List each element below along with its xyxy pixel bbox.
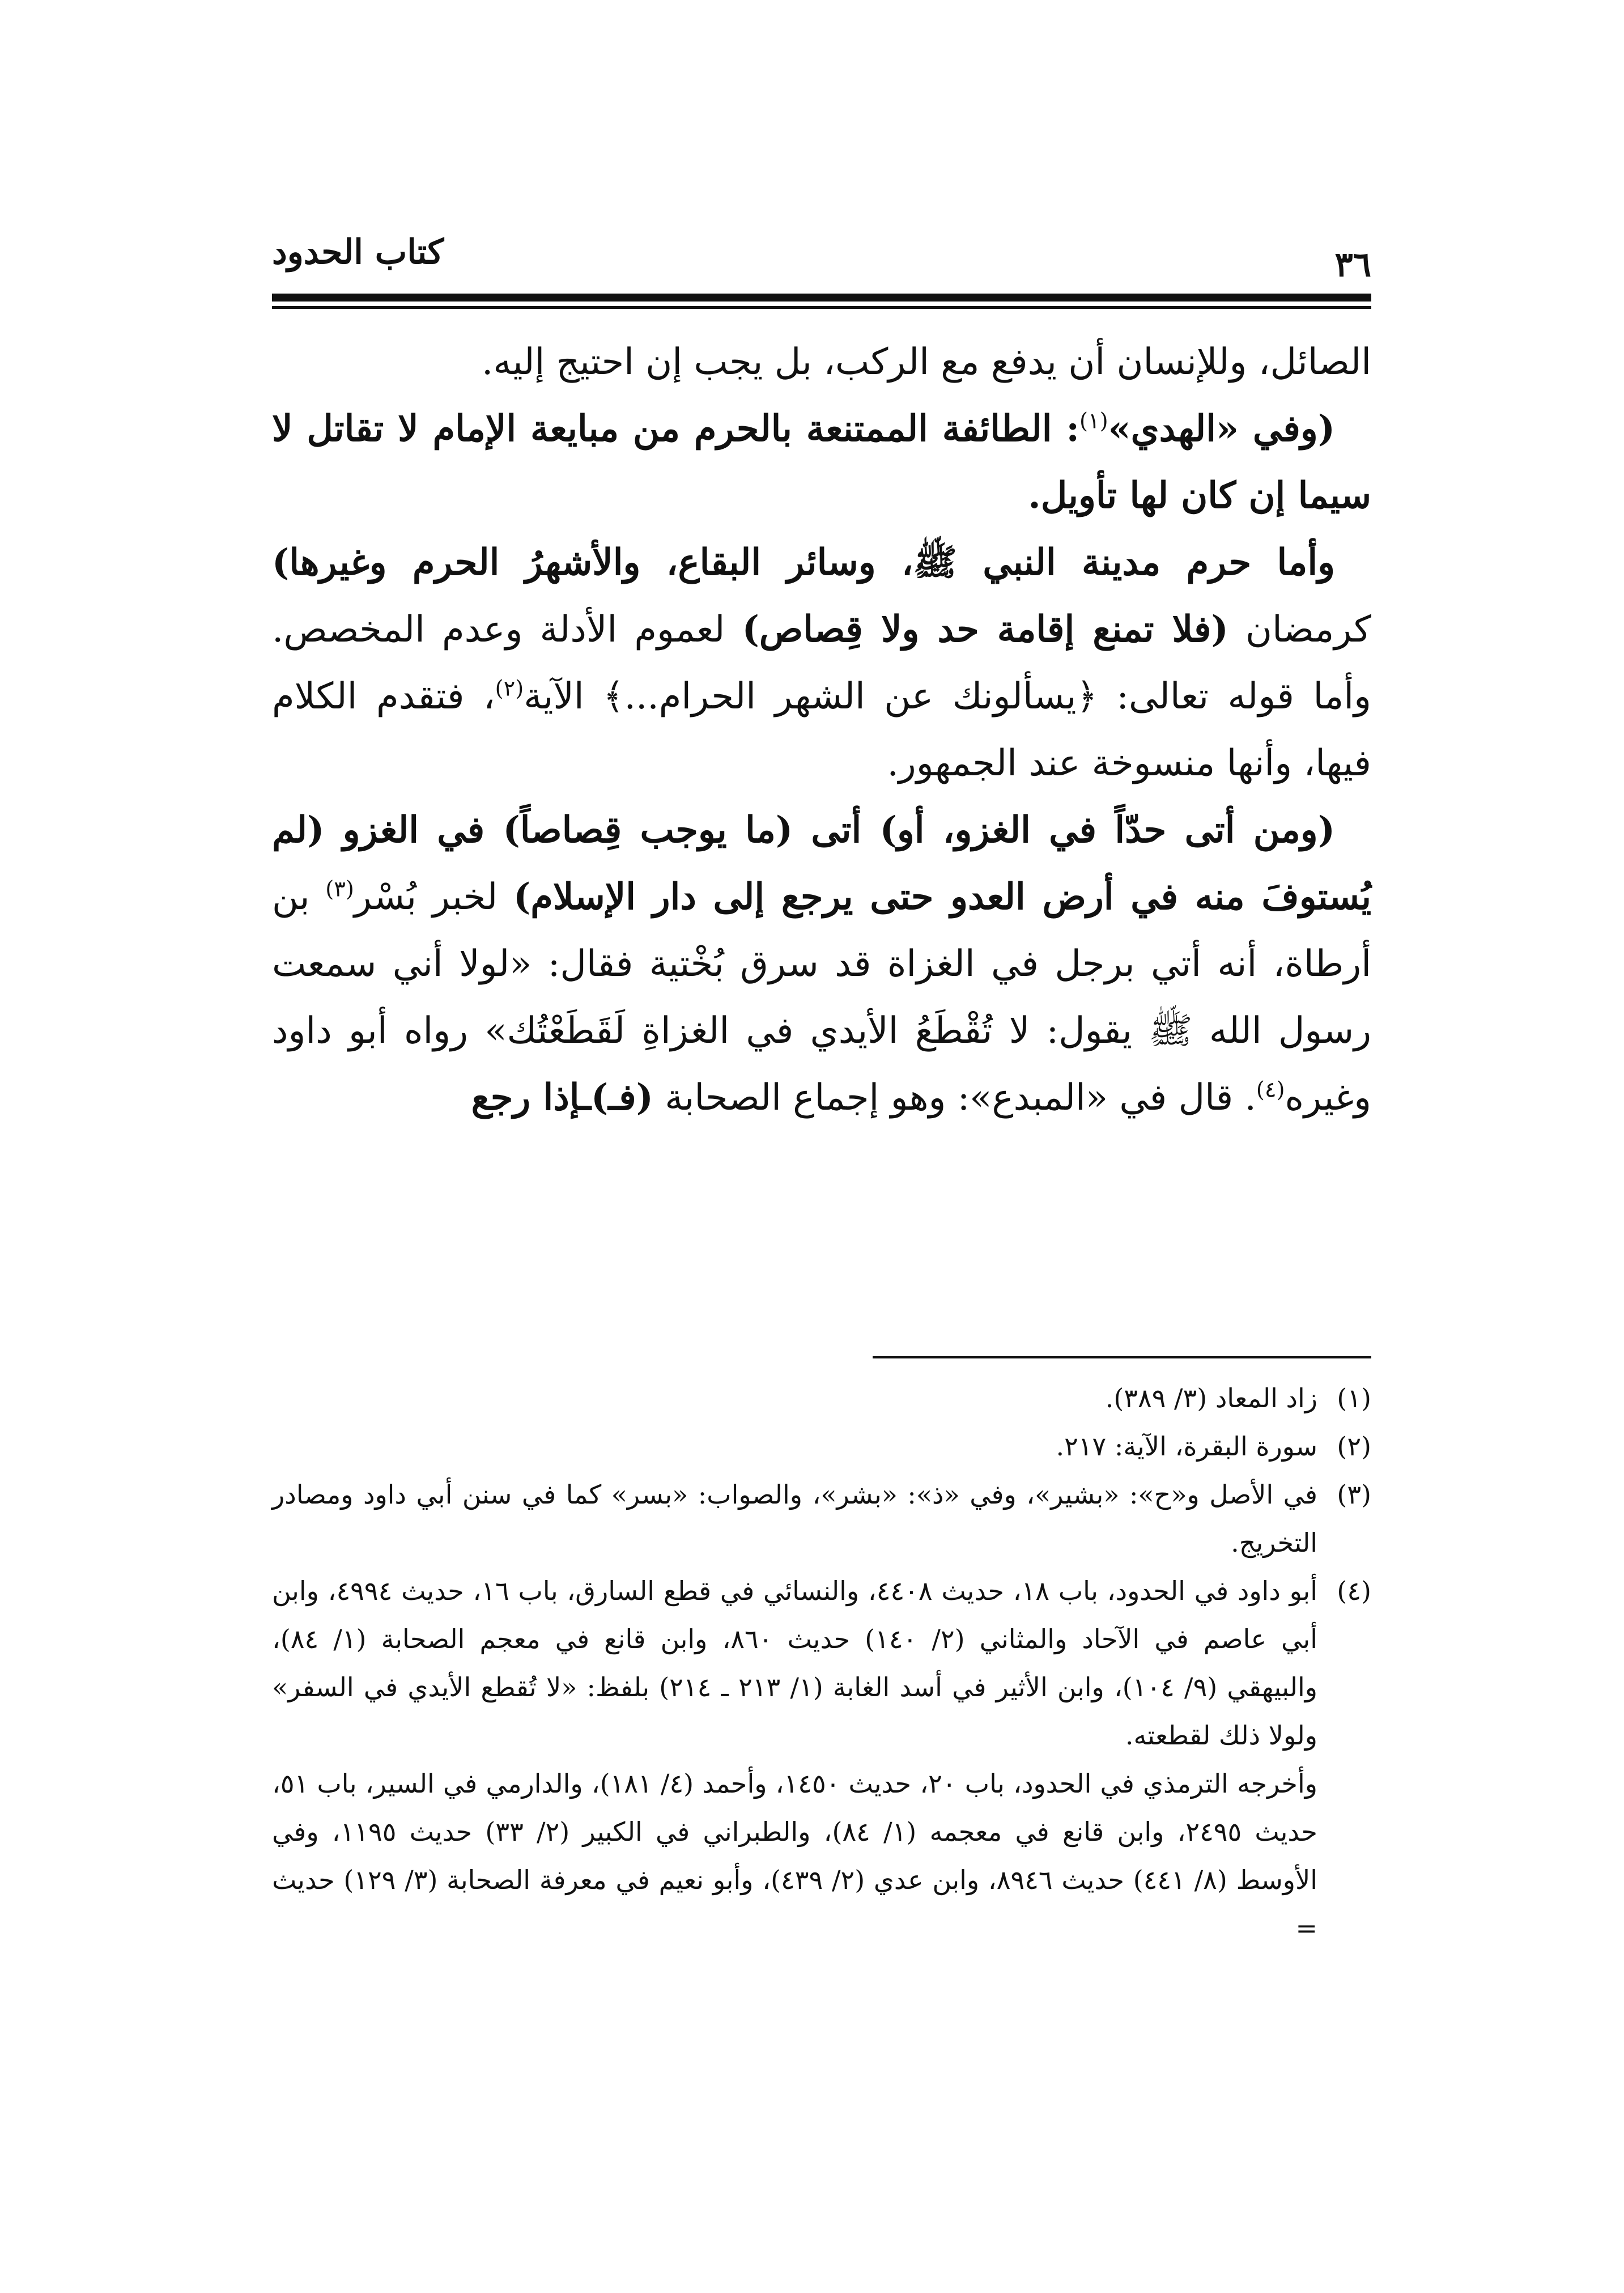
- text-span: (وفي «الهدي»: [1108, 407, 1336, 450]
- text-span: (فلا تمنع إقامة حد ولا قِصاص): [742, 608, 1228, 651]
- header-rule-thin: [272, 306, 1371, 309]
- footnote-text: في الأصل و«ح»: «بشير»، وفي «ذ»: «بشر»، والصواب: «بسر» كما في سنن أبي داود ومصادر التخريج.: [272, 1479, 1317, 1558]
- text-span: ، فتقدم الكلام فيها، وأنها منسوخة عند الجمهور.: [272, 676, 1371, 784]
- text-span: (فـ)ـإذا رجع: [471, 1076, 653, 1119]
- footnotes: [272, 1374, 1371, 1952]
- text-span: (ومن أتى حدّاً في الغزو، أو) أتى (ما يوجب قِصاصاً) في الغزو (لم يُستوفَ منه في أرض العدو حتى يرجع إلى دار الإسلام): [272, 809, 1371, 918]
- footnote-number: (١): [1337, 1383, 1371, 1413]
- text-span: . قال في «المبدع»: وهو إجماع الصحابة: [653, 1077, 1256, 1119]
- text-span: كرمضان: [1228, 609, 1372, 651]
- paragraph-2: [272, 396, 1371, 529]
- text-span: وأما حرم مدينة النبي ﷺ، وسائر البقاع، والأشهرُ الحرم وغيرها): [272, 541, 1336, 584]
- running-title: كتاب الحدود: [272, 232, 444, 272]
- footnote-number: (٤): [1337, 1576, 1371, 1606]
- text-span: لخبر بُسْر: [354, 876, 513, 918]
- paragraph-3: [272, 529, 1371, 797]
- footnote-3: [272, 1471, 1371, 1567]
- text-span: : الطائفة الممتنعة بالحرم من مبايعة الإمام لا تقاتل لا سيما إن كان لها تأويل.: [272, 407, 1371, 517]
- text-span: لعموم الأدلة وعدم المخصص. وأما قوله تعالى: ﴿يسألونك عن الشهر الحرام...﴾ الآية: [272, 609, 1372, 717]
- page-header: [272, 227, 1371, 284]
- main-text: [272, 329, 1371, 1131]
- paragraph-4: [272, 797, 1371, 1131]
- page-number: ٣٦: [1334, 245, 1371, 284]
- footnote-2: [272, 1422, 1371, 1471]
- text-span: بن أرطاة، أنه أتي برجل في الغزاة قد سرق بُخْتية فقال: «لولا أني سمعت رسول الله ﷺ يقول: لا تُقْطَعُ الأيدي في الغزاةِ لَقَطَعْتُك» رواه أبو داود وغيره: [272, 876, 1372, 1119]
- footnote-number: (٣): [1337, 1479, 1371, 1510]
- footnote-ref-1[interactable]: (١): [1079, 408, 1108, 434]
- footnote-text: زاد المعاد (٣/ ٣٨٩).: [1105, 1383, 1317, 1413]
- footnote-number: (٢): [1337, 1431, 1371, 1462]
- header-rule-thick: [272, 294, 1371, 302]
- footnote-text: سورة البقرة، الآية: ٢١٧.: [1056, 1431, 1317, 1462]
- paragraph-1: [272, 329, 1371, 396]
- footnote-ref-4[interactable]: (٤): [1256, 1077, 1285, 1103]
- footnote-1: [272, 1374, 1371, 1422]
- footnote-ref-3[interactable]: (٣): [325, 876, 354, 902]
- footnote-4: [272, 1567, 1371, 1760]
- text-span: الصائل، وللإنسان أن يدفع مع الركب، بل يجب إن احتيج إليه.: [482, 341, 1371, 383]
- footnote-ref-2[interactable]: (٢): [495, 676, 524, 702]
- footnote-text: أبو داود في الحدود، باب ١٨، حديث ٤٤٠٨، والنسائي في قطع السارق، باب ١٦، حديث ٤٩٩٤، وابن أبي عاصم في الآحاد والمثاني (٢/ ١٤٠) حديث ٨٦٠، وابن قانع في معجم الصحابة (١/ ٨٤)، والبيهقي (٩/ ١٠٤)، وابن الأثير في أسد الغابة (١/ ٢١٣ ـ ٢١٤) بلفظ: «لا تُقطع الأيدي في السفر» ولولا ذلك لقطعته.: [272, 1576, 1318, 1751]
- footnote-separator: [873, 1356, 1371, 1358]
- footnote-4-continuation: وأخرجه الترمذي في الحدود، باب ٢٠، حديث ١٤٥٠، وأحمد (٤/ ١٨١)، والدارمي في السير، باب ٥١، حديث ٢٤٩٥، وابن قانع في معجمه (١/ ٨٤)، والطبراني في الكبير (٢/ ٣٣) حديث ١١٩٥، وفي الأوسط (٨/ ٤٤١) حديث ٨٩٤٦، وابن عدي (٢/ ٤٣٩)، وأبو نعيم في معرفة الصحابة (٣/ ١٢٩) حديث =: [272, 1768, 1318, 1943]
